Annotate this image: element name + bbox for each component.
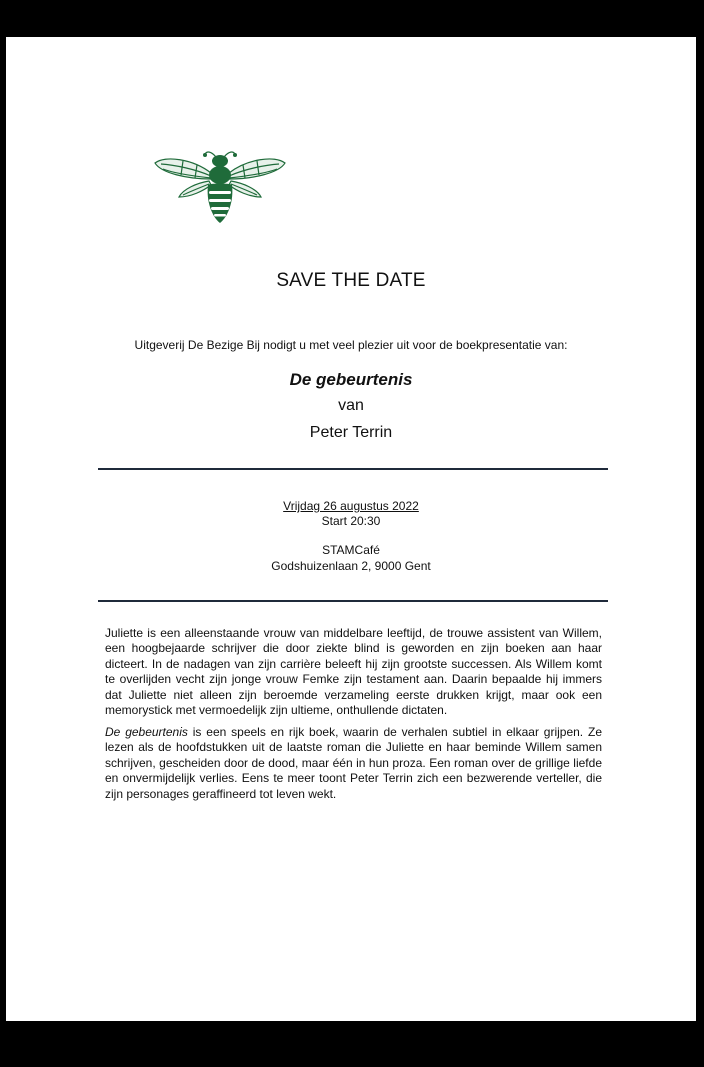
document-page (6, 37, 696, 1021)
divider (98, 468, 608, 470)
description-text: is een speels en rijk boek, waarin de verhalen subtiel in elkaar grijpen. Ze lezen als de hoofdstukken uit de laatste roman die Juliette en haar beminde Willem samen schrijven, gescheiden door de dood, maar één in hun proza. Een roman over de grillige liefde en onvermijdelijk verlies. Eens te meer toont Peter Terrin zich een bezwerende verteller, die zijn personages geraffineerd tot leven wekt. (105, 725, 602, 801)
book-author: Peter Terrin (309, 424, 393, 441)
book-title: De gebeurtenis (289, 370, 413, 389)
invitation-text: Uitgeverij De Bezige Bij nodigt u met veel plezier uit voor de boekpresentatie van: (134, 338, 568, 352)
divider (98, 600, 608, 602)
book-title-inline: De gebeurtenis (105, 725, 188, 739)
event-start-time: Start 20:30 (321, 514, 381, 528)
bee-icon (153, 149, 287, 225)
description-paragraph: Juliette is een alleenstaande vrouw van middelbare leeftijd, de trouwe assistent van Willem, een hoogbejaarde schrijver die door ziekte blind is geworden en zijn boeken aan haar dicteert. In de nadagen van zijn carrière beleeft hij zijn grootste successen. Als Willem komt te overlijden vecht zijn jonge vrouw Femke zijn testament aan. Daarin bepaalde hij immers dat Juliette niet alleen zijn beroemde verzameling eerste drukken krijgt, maar ook een memorystick met vermoedelijk zijn ultieme, onthullende dictaten. (105, 626, 602, 718)
book-by: van (338, 397, 364, 414)
event-date: Vrijdag 26 augustus 2022 (283, 499, 419, 513)
event-address: Godshuizenlaan 2, 9000 Gent (271, 559, 431, 573)
description-paragraph (105, 725, 602, 802)
event-venue: STAMCafé (322, 543, 380, 557)
page-title: SAVE THE DATE (276, 270, 426, 291)
